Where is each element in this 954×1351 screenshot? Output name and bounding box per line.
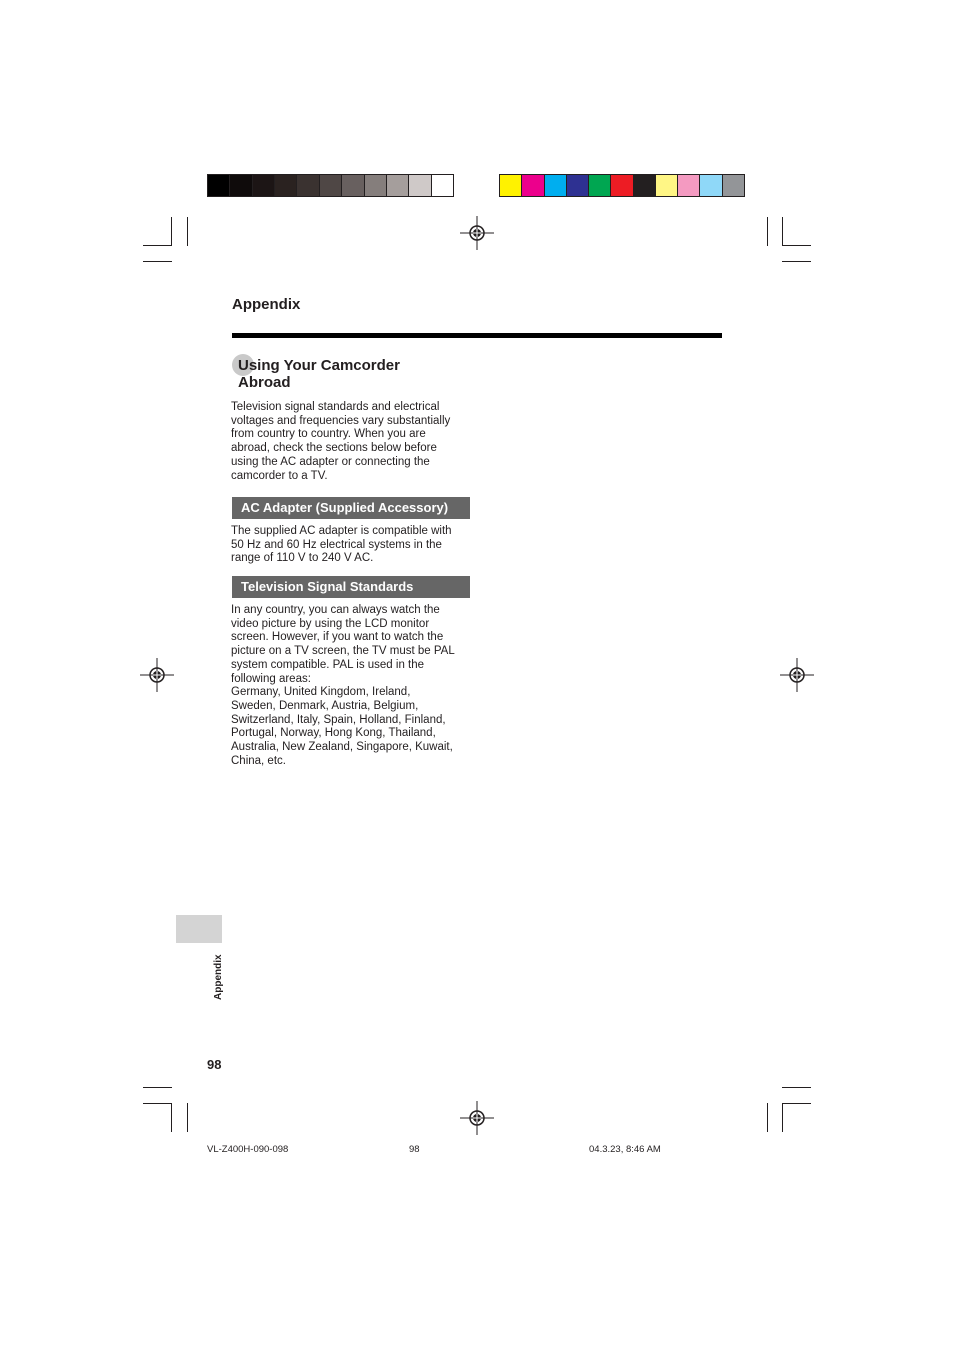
text-line: picture on a TV screen, the TV must be PAL [231, 645, 455, 658]
text-line: system compatible. PAL is used in the [231, 658, 425, 671]
text-line: In any country, you can always watch the [231, 604, 440, 616]
color-swatch [589, 175, 611, 196]
crop-mark [187, 217, 188, 246]
color-swatch [723, 175, 744, 196]
footer-page: 98 [409, 1144, 420, 1155]
text-line: using the AC adapter or connecting the [231, 455, 430, 468]
text-line: following areas: [231, 672, 311, 685]
crop-mark [782, 217, 783, 246]
crop-mark [782, 1103, 783, 1132]
color-swatch [297, 175, 319, 196]
text-line: Portugal, Norway, Hong Kong, Thailand, [231, 727, 436, 740]
crop-mark [782, 1087, 811, 1088]
color-swatch [275, 175, 297, 196]
ac-adapter-paragraph [231, 525, 471, 566]
crop-mark [767, 1103, 768, 1132]
crop-mark [171, 217, 172, 246]
text-line: from country to country. When you are [231, 428, 426, 441]
side-tab [176, 915, 222, 943]
registration-target-icon [780, 658, 814, 692]
ac-adapter-heading: AC Adapter (Supplied Accessory) [232, 497, 470, 519]
crop-mark [782, 245, 811, 246]
text-line: Television signal standards and electrical [231, 401, 440, 413]
grayscale-swatch-bar [207, 174, 454, 197]
crop-mark [171, 1103, 172, 1132]
footer-file-name: VL-Z400H-090-098 [207, 1144, 289, 1155]
side-tab-label: Appendix [213, 954, 224, 1000]
tv-signal-paragraph [231, 604, 471, 768]
text-line: voltages and frequencies vary substantially [231, 414, 451, 427]
crop-mark [187, 1103, 188, 1132]
text-line: Switzerland, Italy, Spain, Holland, Finland, [231, 713, 446, 726]
text-line: range of 110 V to 240 V AC. [231, 552, 374, 565]
text-line: video picture by using the LCD monitor [231, 617, 430, 630]
color-swatch [545, 175, 567, 196]
color-swatch [634, 175, 656, 196]
color-swatch [611, 175, 633, 196]
crop-mark [143, 1103, 172, 1104]
color-swatch-bar [499, 174, 745, 197]
color-swatch [700, 175, 722, 196]
color-swatch [208, 175, 230, 196]
topic-title-line: Abroad [238, 374, 291, 391]
crop-mark [767, 217, 768, 246]
text-line: Australia, New Zealand, Singapore, Kuwait, [231, 741, 453, 754]
text-line: screen. However, if you want to watch the [231, 631, 444, 644]
color-swatch [320, 175, 342, 196]
intro-paragraph [231, 401, 471, 483]
registration-target-icon [460, 1101, 494, 1135]
text-line: camcorder to a TV. [231, 469, 328, 482]
color-swatch [387, 175, 409, 196]
text-line: The supplied AC adapter is compatible with [231, 525, 452, 537]
color-swatch [522, 175, 544, 196]
color-swatch [678, 175, 700, 196]
footer-timestamp: 04.3.23, 8:46 AM [589, 1144, 661, 1155]
crop-mark [782, 1103, 811, 1104]
color-swatch [432, 175, 453, 196]
registration-target-icon [140, 658, 174, 692]
registration-target-icon [460, 216, 494, 250]
section-heading: Appendix [232, 296, 301, 313]
crop-mark [143, 245, 172, 246]
text-line: 50 Hz and 60 Hz electrical systems in the [231, 538, 442, 551]
text-line: Germany, United Kingdom, Ireland, [231, 686, 411, 699]
topic-title [238, 357, 400, 391]
text-line: China, etc. [231, 754, 286, 767]
topic-title-line: Using Your Camcorder [238, 357, 400, 374]
color-swatch [567, 175, 589, 196]
crop-mark [143, 1087, 172, 1088]
color-swatch [500, 175, 522, 196]
color-swatch [230, 175, 252, 196]
text-line: Sweden, Denmark, Austria, Belgium, [231, 699, 419, 712]
color-swatch [409, 175, 431, 196]
color-swatch [365, 175, 387, 196]
heading-rule [232, 333, 722, 338]
text-line: abroad, check the sections below before [231, 442, 437, 455]
crop-mark [782, 261, 811, 262]
page-number: 98 [207, 1057, 222, 1072]
color-swatch [342, 175, 364, 196]
color-swatch [253, 175, 275, 196]
color-swatch [656, 175, 678, 196]
tv-signal-heading: Television Signal Standards [232, 576, 470, 598]
crop-mark [143, 261, 172, 262]
